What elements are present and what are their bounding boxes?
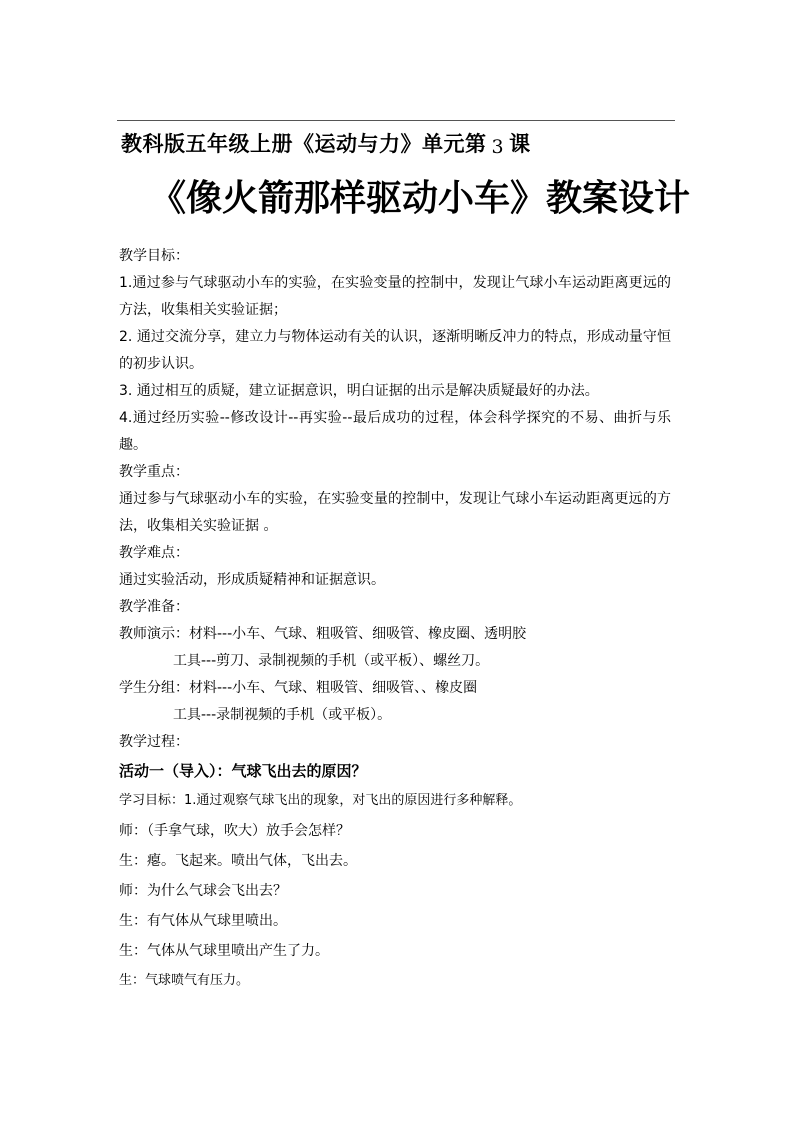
- teacher-tools: 工具---剪刀、录制视频的手机（或平板）、螺丝刀。: [173, 653, 490, 669]
- dialogue-line: 师：（手拿气球，吹大）放手会怎样？: [119, 823, 350, 839]
- dialogue-line: 生：有气体从气球里喷出。: [119, 913, 287, 929]
- student-tools: 工具---录制视频的手机（或平板）。: [173, 707, 392, 723]
- preparation-label: 教学准备：: [119, 599, 189, 615]
- objectives-label: 教学目标：: [119, 248, 189, 264]
- lesson-number: 3: [491, 136, 505, 158]
- student-materials: 学生分组：材料---小车、气球、粗吸管、细吸管、、橡皮圈: [119, 680, 478, 696]
- activity-goal: 学习目标：1.通过观察气球飞出的现象，对飞出的原因进行多种解释。: [119, 793, 522, 808]
- unit-title-suffix: 课: [509, 131, 531, 156]
- difficulties-label: 教学难点：: [119, 545, 189, 561]
- dialogue-line: 生：瘪。飞起来。喷出气体，飞出去。: [119, 853, 357, 869]
- objective-item-4: 4.通过经历实验--修改设计--再实验--最后成功的过程，体会科学探究的不易、曲折与乐趣。: [119, 410, 671, 453]
- key-points-label: 教学重点：: [119, 464, 189, 480]
- unit-title-prefix: 教科版五年级上册《运动与力》单元第: [121, 131, 487, 156]
- objective-item-1: 1.通过参与气球驱动小车的实验，在实验变量的控制中，发现让气球小车运动距离更远的方法，收集相关实验证据；: [119, 275, 671, 318]
- unit-title: [121, 128, 531, 158]
- header-rule: [117, 120, 675, 121]
- dialogue-line: 师：为什么气球会飞出去？: [119, 883, 287, 899]
- difficulties-text: 通过实验活动，形成质疑精神和证据意识。: [119, 572, 385, 588]
- key-points-text: 通过参与气球驱动小车的实验，在实验变量的控制中，发现让气球小车运动距离更远的方法，收集相关实验证据 。: [119, 491, 671, 534]
- objective-item-2: 2. 通过交流分享，建立力与物体运动有关的认识，逐渐明晰反冲力的特点，形成动量守恒的初步认识。: [119, 329, 671, 372]
- activity-title: 活动一（导入）：气球飞出去的原因？: [119, 762, 367, 780]
- objective-item-3: 3. 通过相互的质疑，建立证据意识，明白证据的出示是解决质疑最好的办法。: [119, 383, 599, 399]
- process-label: 教学过程：: [119, 734, 189, 750]
- dialogue-line: 生：气球喷气有压力。: [119, 973, 250, 988]
- document-body: [119, 243, 671, 996]
- teacher-materials: 教师演示：材料---小车、气球、粗吸管、细吸管、橡皮圈、透明胶: [119, 626, 527, 642]
- page-title: 《像火箭那样驱动小车》教案设计: [150, 178, 691, 219]
- dialogue-line: 生：气体从气球里喷出产生了力。: [119, 943, 329, 959]
